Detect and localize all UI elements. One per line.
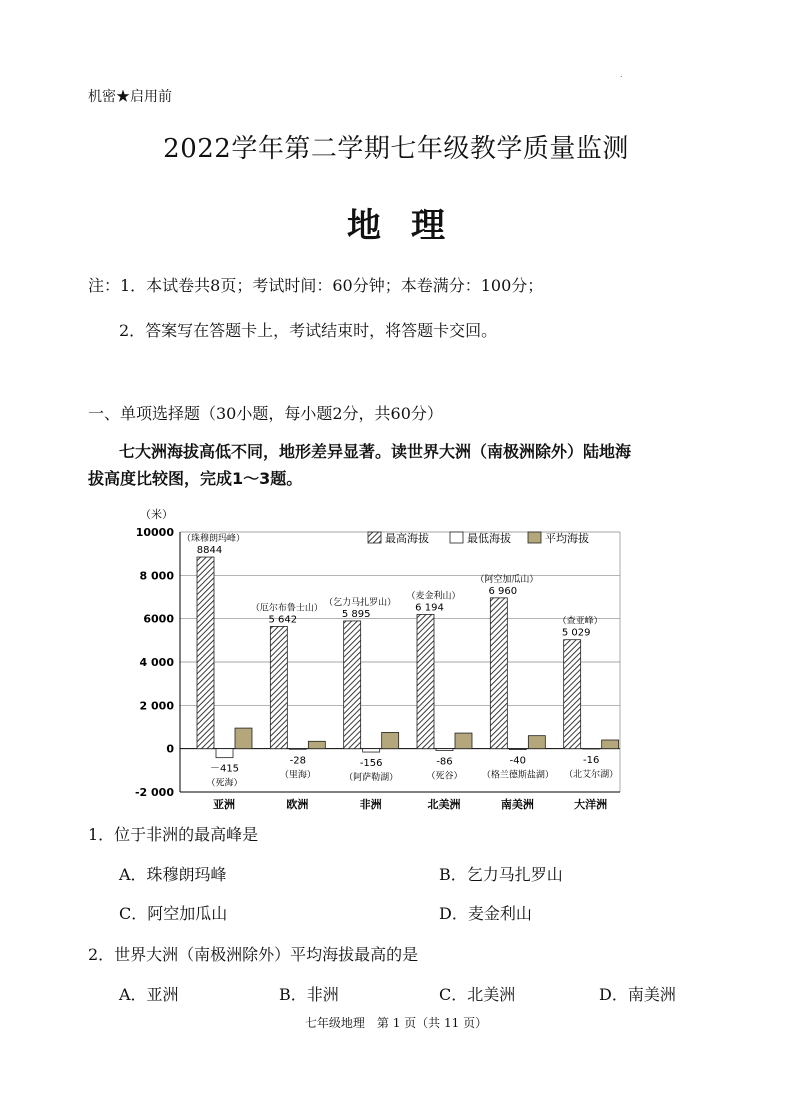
question-1-stem: 1．位于非洲的最高峰是 (88, 825, 259, 844)
question-2-option-d[interactable]: D．南美洲 (599, 985, 676, 1004)
bar-highest (197, 557, 214, 749)
high-place-label: （阿空加瓜山） (475, 574, 539, 585)
question-1-option-c[interactable]: C．阿空加瓜山 (119, 904, 228, 923)
low-value-label: -40 (509, 755, 527, 767)
high-value-label: 6 960 (488, 585, 518, 597)
bar-average (382, 732, 399, 748)
bar-lowest (509, 749, 526, 750)
legend-swatch (450, 532, 463, 543)
bar-lowest (289, 749, 306, 750)
bar-average (602, 740, 619, 749)
category-label: 非洲 (359, 798, 382, 811)
high-value-label: 5 029 (561, 627, 591, 639)
category-label: 北美洲 (427, 798, 461, 811)
low-place-label: （阿萨勒湖） (344, 773, 399, 784)
y-tick-label: 6000 (143, 612, 174, 626)
high-place-label: （乞力马扎罗山） (324, 597, 397, 608)
note-line-2: 2．答案写在答题卡上，考试结束时，将答题卡交回。 (119, 321, 498, 340)
low-value-label: -86 (436, 756, 453, 768)
legend-label: 最高海拔 (385, 532, 429, 545)
question-2-stem: 2．世界大洲（南极洲除外）平均海拔最高的是 (88, 945, 419, 964)
bar-highest (344, 621, 361, 749)
low-value-label: -16 (582, 755, 600, 767)
high-value-label: 6 194 (415, 602, 444, 614)
y-tick-label: -2 000 (134, 786, 174, 799)
bar-highest (270, 626, 287, 748)
question-2-option-b[interactable]: B．非洲 (279, 985, 339, 1004)
bar-lowest (436, 749, 453, 751)
question-1-option-d[interactable]: D．麦金利山 (439, 904, 532, 923)
question-2-option-a[interactable]: A．亚洲 (119, 985, 179, 1004)
question-2-option-c[interactable]: C．北美洲 (439, 985, 516, 1004)
category-label: 南美洲 (500, 798, 534, 811)
section-heading: 一、单项选择题（30小题，每小题2分，共60分） (88, 404, 443, 423)
bar-lowest (216, 749, 233, 758)
high-place-label: （珠穆朗玛峰） (181, 534, 246, 545)
high-place-label: （麦金利山） (406, 591, 461, 602)
low-value-label: -28 (289, 755, 307, 767)
intro-line-1: 七大洲海拔高低不同，地形差异显著。读世界大洲（南极洲除外）陆地海 (119, 442, 632, 461)
high-value-label: 5 895 (341, 608, 371, 620)
low-place-label: （格兰德斯盐湖） (481, 770, 554, 781)
category-label: 欧洲 (286, 798, 309, 811)
low-place-label: （北艾尔湖） (564, 770, 619, 781)
y-tick-label: 2 000 (139, 699, 174, 713)
y-axis-label: （米） (140, 508, 173, 521)
subject-title: 地理 (347, 206, 475, 246)
y-tick-label: 0 (166, 742, 174, 756)
exam-title: 2022学年第二学期七年级教学质量监测 (163, 134, 629, 164)
question-1-option-b[interactable]: B．乞力马扎罗山 (439, 865, 563, 884)
legend-label: 最低海拔 (467, 532, 511, 545)
high-value-label: 5 642 (268, 614, 298, 626)
y-tick-label: 4 000 (139, 656, 174, 669)
category-label: 亚洲 (213, 798, 235, 811)
bar-highest (490, 598, 507, 749)
note-line-1: 注：1．本试卷共8页；考试时间：60分钟；本卷满分：100分； (88, 276, 544, 295)
low-place-label: （里海） (279, 770, 316, 781)
y-tick-label: 10000 (135, 526, 174, 539)
legend-swatch (528, 532, 541, 543)
elevation-chart (110, 500, 650, 818)
legend-label: 平均海拔 (545, 532, 589, 545)
page-mark: . (620, 70, 623, 79)
low-value-label: -156 (359, 758, 383, 770)
low-place-label: （死谷） (426, 771, 463, 782)
page-footer: 七年级地理 第 1 页（共 11 页） (304, 1016, 488, 1030)
bar-highest (564, 640, 581, 749)
category-label: 大洋洲 (574, 798, 608, 811)
legend-swatch (368, 532, 381, 543)
high-place-label: （厄尔布鲁士山） (250, 603, 323, 614)
low-value-label: －415 (209, 763, 240, 775)
intro-line-2: 拔高度比较图，完成1～3题。 (88, 469, 303, 488)
high-place-label: （查亚峰） (557, 616, 603, 627)
bar-average (308, 741, 325, 748)
high-value-label: 8844 (196, 545, 223, 557)
bar-average (528, 736, 545, 749)
bar-lowest (363, 749, 380, 752)
low-place-label: （死海） (206, 778, 243, 789)
y-tick-label: 8 000 (139, 569, 174, 583)
bar-average (455, 733, 472, 749)
question-1-option-a[interactable]: A．珠穆朗玛峰 (119, 865, 227, 884)
confidential-mark: 机密★启用前 (88, 89, 172, 105)
bar-average (235, 728, 252, 749)
bar-highest (417, 614, 434, 748)
